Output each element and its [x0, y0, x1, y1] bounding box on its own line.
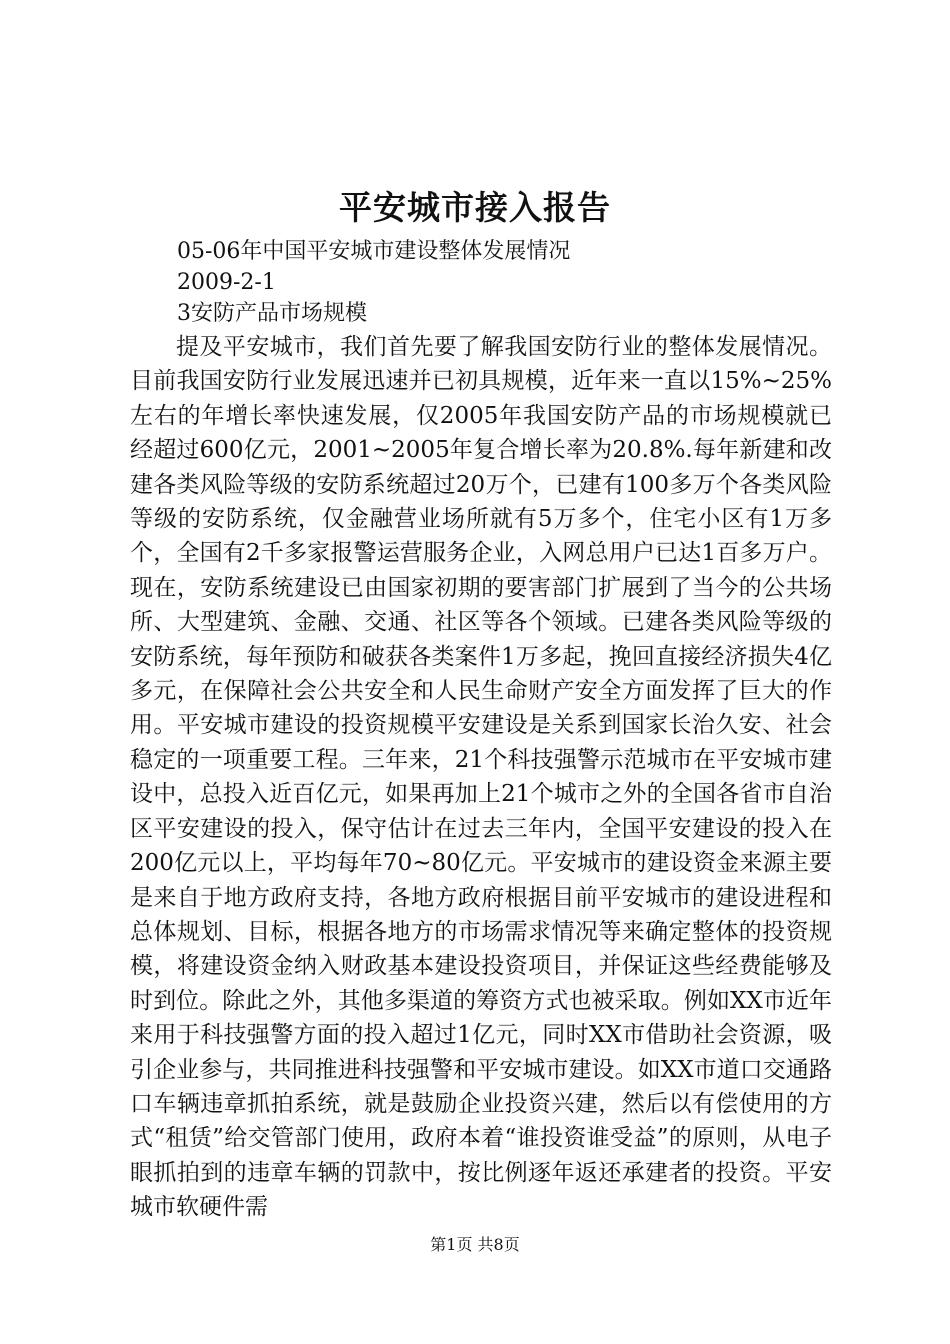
section-heading: 3安防产品市场规模 [177, 301, 367, 326]
page-footer: 第1页 共8页 [430, 1235, 520, 1254]
subtitle: 05-06年中国平安城市建设整体发展情况 [177, 239, 571, 264]
date: 2009-2-1 [177, 270, 276, 295]
body-paragraph: 提及平安城市，我们首先要了解我国安防行业的整体发展情况。目前我国安防行业发展迅速并已初具规模，近年来一直以15%~25%左右的年增长率快速发展，仅2005年我国安防产品的市场规模就已经超过600亿元，2001~2005年复合增长率为20.8%.每年新建和改建各类风险等级的安防系统超过20万个，已建有100多万个各类风险等级的安防系统，仅金融营业场所就有5万多个，住宅小区有1万多个，全国有2千多家报警运营服务企业，入网总用户已达1百多万户。现在，安防系统建设已由国家初期的要害部门扩展到了当今的公共场所、大型建筑、金融、交通、社区等各个领域。已建各类风险等级的安防系统，每年预防和破获各类案件1万多起，挽回直接经济损失4亿多元，在保障社会公共安全和人民生命财产安全方面发挥了巨大的作用。平安城市建设的投资规模平安建设是关系到国家长治久安、社会稳定的一项重要工程。三年来，21个科技强警示范城市在平安城市建设中，总投入近百亿元，如果再加上21个城市之外的全国各省市自治区平安建设的投入，保守估计在过去三年内，全国平安建设的投入在200亿元以上，平均每年70~80亿元。平安城市的建设资金来源主要是来自于地方政府支持，各地方政府根据目前平安城市的建设进程和总体规划、目标，根据各地方的市场需求情况等来确定整体的投资规模，将建设资金纳入财政基本建设投资项目，并保证这些经费能够及时到位。除此之外，其他多渠道的筹资方式也被采取。例如XX市近年来用于科技强警方面的投入超过1亿元，同时XX市借助社会资源，吸引企业参与，共同推进科技强警和平安城市建设。如XX市道口交通路口车辆违章抓拍系统，就是鼓励企业投资兴建，然后以有偿使用的方式“租赁”给交管部门使用，政府本着“谁投资谁受益”的原则，从电子眼抓拍到的违章车辆的罚款中，按比例逐年返还承建者的投资。平安城市软硬件需 [130, 334, 832, 1221]
page-title: 平安城市接入报告 [339, 188, 611, 227]
